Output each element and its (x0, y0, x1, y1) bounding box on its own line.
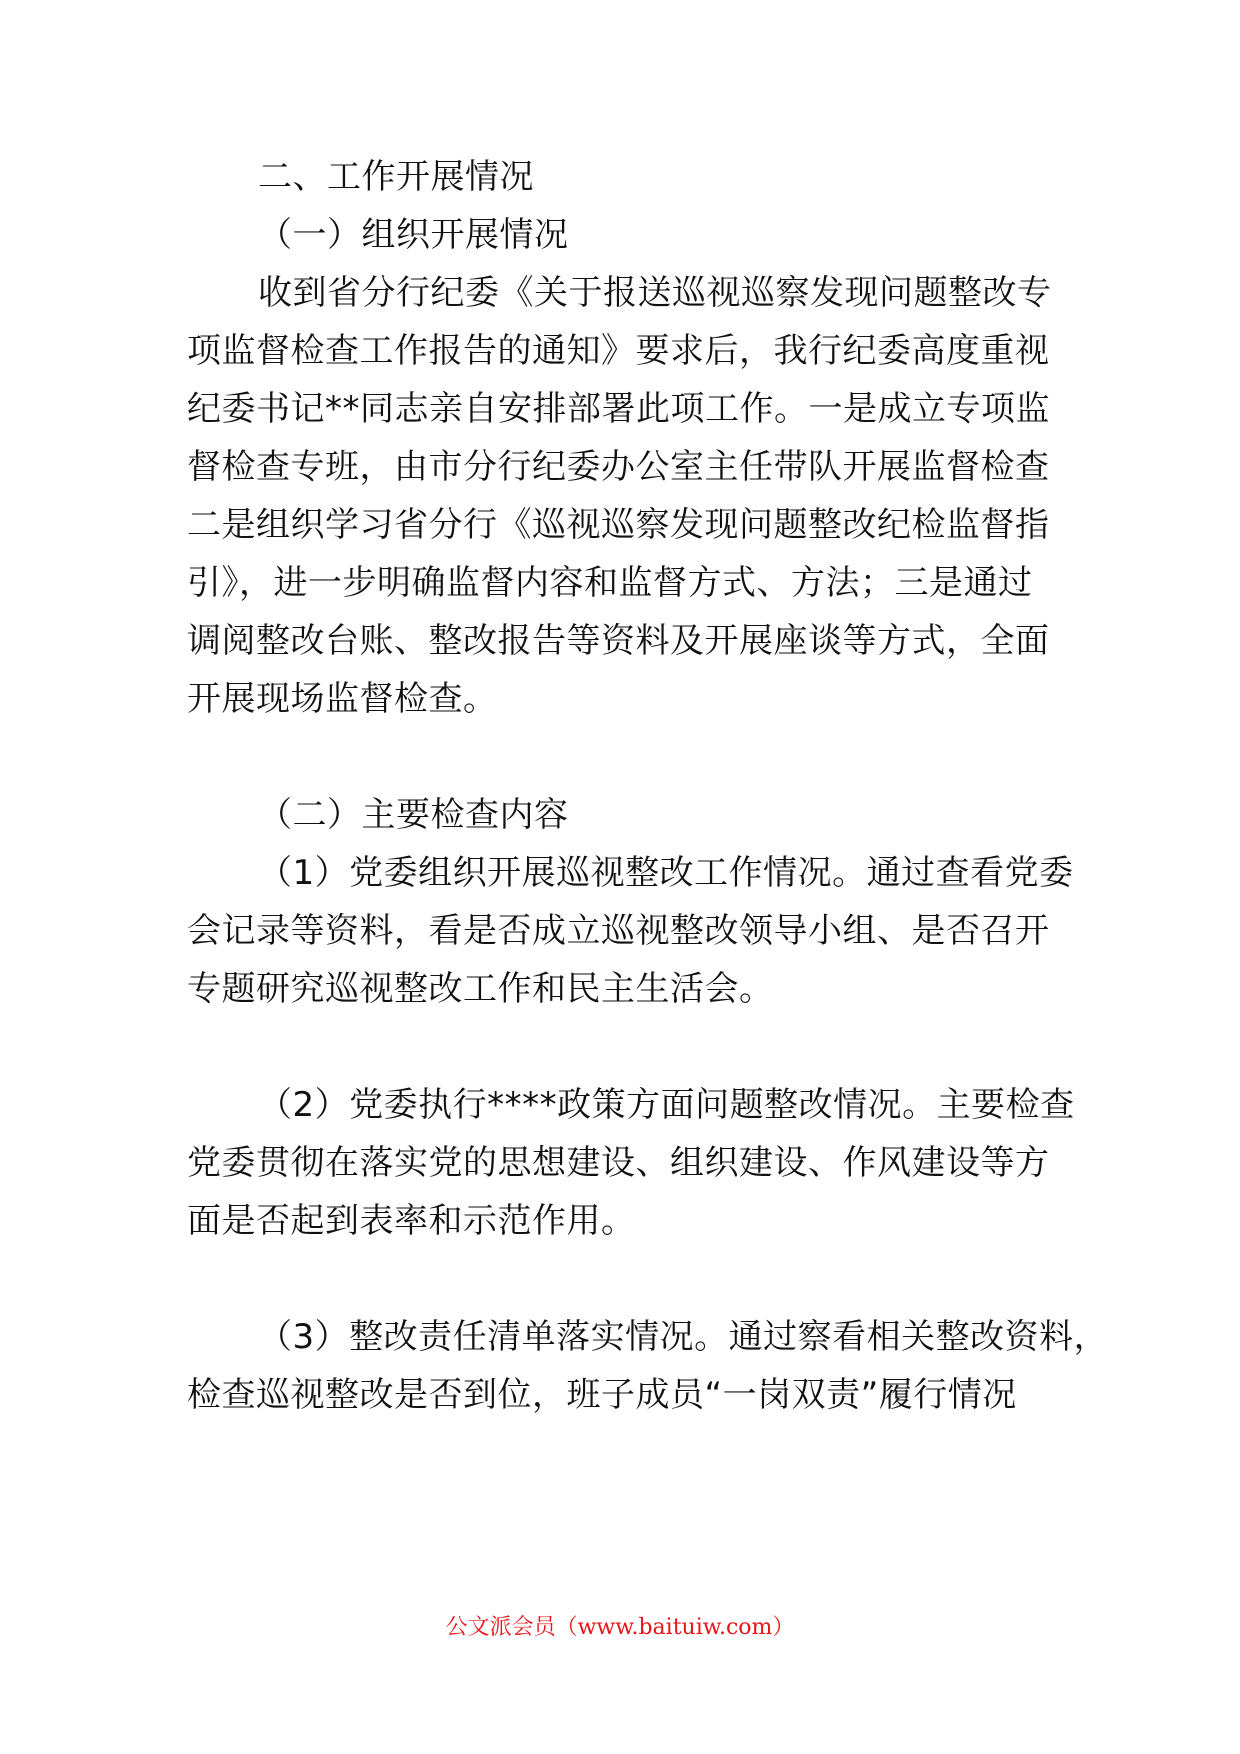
subsection-heading-1: （一）组织开展情况 (258, 215, 569, 255)
paragraph-line: 二是组织学习省分行《巡视巡察发现问题整改纪检监督指 (187, 505, 1050, 545)
paragraph-line: 面是否起到表率和示范作用。 (187, 1201, 636, 1241)
section-heading: 二、工作开展情况 (258, 157, 534, 197)
paragraph-line: 检查巡视整改是否到位，班子成员“一岗双责”履行情况 (187, 1375, 1017, 1415)
paragraph-line: 专题研究巡视整改工作和民主生活会。 (187, 969, 774, 1009)
paragraph-line: 收到省分行纪委《关于报送巡视巡察发现问题整改专 (258, 273, 1052, 313)
paragraph-line: （3）整改责任清单落实情况。通过察看相关整改资料， (258, 1317, 1109, 1357)
subsection-heading-2: （二）主要检查内容 (258, 795, 569, 835)
paragraph-line: 党委贯彻在落实党的思想建设、组织建设、作风建设等方 (187, 1143, 1050, 1183)
footer-watermark: 公文派会员（www.baituiw.com） (445, 1615, 795, 1640)
paragraph-line: 开展现场监督检查。 (187, 679, 498, 719)
paragraph-line: 督检查专班，由市分行纪委办公室主任带队开展监督检查 (187, 447, 1050, 487)
paragraph-line: 引》，进一步明确监督内容和监督方式、方法；三是通过 (187, 563, 1033, 603)
paragraph-line: 项监督检查工作报告的通知》要求后，我行纪委高度重视 (187, 331, 1050, 371)
paragraph-line: （2）党委执行****政策方面问题整改情况。主要检查 (258, 1085, 1075, 1125)
paragraph-line: 会记录等资料，看是否成立巡视整改领导小组、是否召开 (187, 911, 1050, 951)
paragraph-line: （1）党委组织开展巡视整改工作情况。通过查看党委 (258, 853, 1074, 893)
paragraph-line: 调阅整改台账、整改报告等资料及开展座谈等方式，全面 (187, 621, 1050, 661)
paragraph-line: 纪委书记**同志亲自安排部署此项工作。一是成立专项监 (187, 389, 1050, 429)
